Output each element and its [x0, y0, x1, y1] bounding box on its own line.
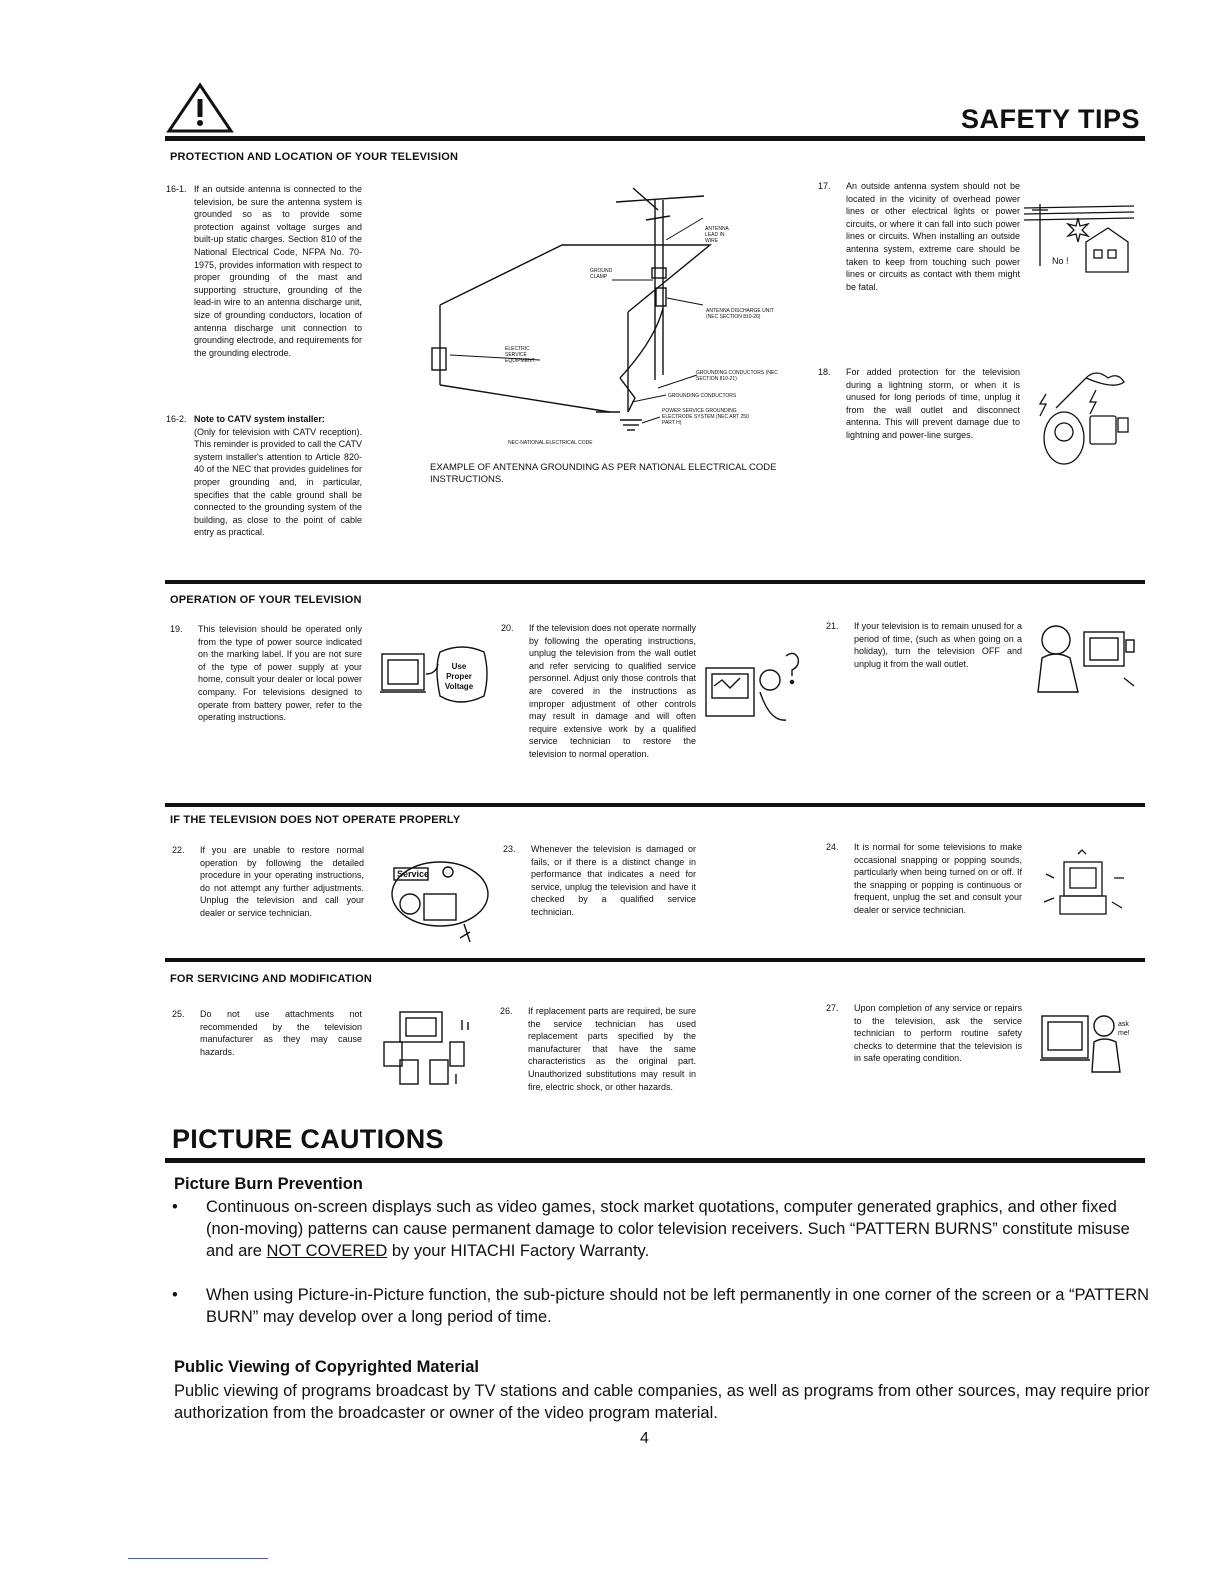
section-heading-servicing: FOR SERVICING AND MODIFICATION: [170, 973, 372, 985]
item-number: 19.: [170, 624, 183, 634]
title-rule: [165, 136, 1145, 141]
label-electric-service: ELECTRIC SERVICE EQUIPMENT: [505, 346, 535, 364]
label-nec: NEC-NATIONAL ELECTRICAL CODE: [508, 440, 593, 446]
public-viewing-text: Public viewing of programs broadcast by TV stations and cable companies, as well as programs from other sources, may require prior authorization from the broadcaster or owner of the video program material.: [174, 1382, 1150, 1422]
item-number: 27.: [826, 1003, 839, 1013]
label-grounding-conductors-nec: GROUNDING CONDUCTORS (NEC SECTION 810-21): [696, 370, 778, 382]
item-17: [818, 180, 1020, 293]
item-number: 16-1.: [166, 184, 187, 194]
service-call-illustration: [384, 854, 494, 944]
not-covered-text: NOT COVERED: [266, 1242, 388, 1260]
item-text: If an outside antenna is connected to the television, be sure the antenna system is grounded so as to provide some protection against voltage surges and built-up static charges. Section 810 of the National Electrical Code, NFPA No. 70-1975, provides information with respect to proper grounding of the mast and supporting structure, grounding of the lead-in wire to an antenna discharge unit, size of grounding conductors, location of antenna discharge unit connection to grounding electrode, and requirements for the grounding electrode.: [194, 184, 362, 358]
technician-check-illustration: [1038, 1008, 1138, 1078]
footer-link-line: [128, 1558, 268, 1559]
item-text: This television should be operated only from the type of power source indicated on the marking label. If you are not sure of the type of power supply at your home, consult your dealer or local power company. For televisions designed to operate from battery power, refer to the operating instructions.: [198, 624, 362, 723]
item-text: If replacement parts are required, be sure the service technician has used replacement parts specified by the manufacturer that have the same characteristics as the original part. Unauthorized substitutions may result in fire, electric shock, or other hazards.: [528, 1006, 696, 1092]
warning-triangle-icon: [166, 82, 234, 134]
item-16-1: [166, 183, 362, 359]
item-text: If your television is to remain unused for a period of time, (such as when going on a holiday), turn the television OFF and unplug it from the wall outlet.: [854, 621, 1022, 669]
label-power-service: POWER SERVICE GROUNDING ELECTRODE SYSTEM (NEC ART 250 PART H): [662, 408, 749, 426]
section-heading-protection: PROTECTION AND LOCATION OF YOUR TELEVISION: [170, 151, 459, 163]
label-ground-clamp: GROUND CLAMP: [590, 268, 613, 280]
tv-technician-illustration: [700, 650, 804, 726]
item-text: It is normal for some televisions to make occasional snapping or popping sounds, particularly when being turned on or off. If the snapping or popping is continuous or frequent, unplug the set and consult your dealer or service technician.: [854, 842, 1022, 915]
burn-bullet-1: [206, 1196, 1150, 1262]
item-19: [170, 623, 362, 724]
item-23: [503, 843, 696, 919]
burn-bullet-1-text-b: by your HITACHI Factory Warranty.: [387, 1242, 650, 1260]
section-heading-not-operate: IF THE TELEVISION DOES NOT OPERATE PROPERLY: [170, 814, 461, 826]
label-grounding-conductors: GROUNDING CONDUCTORS: [668, 393, 737, 399]
item-text: Do not use attachments not recommended by the television manufacturer as they may cause hazards.: [200, 1009, 362, 1057]
item-number: 20.: [501, 623, 514, 633]
item-16-2: [166, 413, 362, 539]
service-label: Service: [397, 869, 430, 879]
item-title: Note to CATV system installer:: [194, 414, 325, 424]
item-number: 25.: [172, 1009, 185, 1019]
item-25: [172, 1008, 362, 1058]
tv-popping-illustration: [1038, 850, 1130, 920]
picture-cautions-rule: [165, 1158, 1145, 1163]
page-number: 4: [640, 1430, 649, 1447]
item-number: 24.: [826, 842, 839, 852]
label-lead-in: ANTENNA LEAD IN WIRE: [705, 226, 729, 244]
item-number: 18.: [818, 367, 831, 377]
item-26: [500, 1005, 696, 1093]
section-rule-not-operate: [165, 958, 1145, 962]
item-text: If the television does not operate normally by following the operating instructions, unplug the television from the wall outlet and refer servicing to qualified service personnel. Adjust only those controls that are covered in the instructions as improper adjustment of other controls may result in damage and will often require extensive work by a qualified service technician to restore the television to normal operation.: [529, 623, 696, 759]
section-rule-protection: [165, 580, 1145, 584]
person-unplug-illustration: [1028, 618, 1138, 698]
burn-prevention-heading: Picture Burn Prevention: [174, 1175, 363, 1193]
no-label: No !: [1052, 256, 1069, 266]
bullet-2-marker: •: [172, 1286, 178, 1304]
item-20: [501, 622, 696, 761]
item-27: [826, 1002, 1022, 1065]
item-24: [826, 841, 1022, 917]
burn-bullet-1-text-a: Continuous on-screen displays such as video games, stock market quotations, computer generated graphics, and other fixed (non-moving) patterns can cause permanent damage to color television receivers. Such “PATTERN BURNS” constitute misuse and are: [206, 1198, 1130, 1260]
picture-cautions-title: PICTURE CAUTIONS: [172, 1124, 444, 1154]
item-number: 26.: [500, 1006, 513, 1016]
item-text: If you are unable to restore normal operation by following the detailed procedure in your operating instructions, do not attempt any further adjustments. Unplug the television and call your dealer or service technician.: [200, 845, 364, 918]
public-viewing-heading: Public Viewing of Copyrighted Material: [174, 1358, 479, 1376]
item-text: (Only for television with CATV reception). This reminder is provided to call the CATV system installer's attention to Article 820-40 of the NEC that provides guidelines for proper grounding and, in particular, specifies that the cable ground shall be connected to the grounding system of the building, as close to the point of cable entry as practical.: [194, 426, 362, 538]
use-proper-voltage-label: Use Proper Voltage: [444, 662, 474, 691]
label-discharge-unit: ANTENNA DISCHARGE UNIT (NEC SECTION 810-20): [706, 308, 774, 320]
bullet-1-marker: •: [172, 1198, 178, 1216]
item-text: Whenever the television is damaged or fails, or if there is a distinct change in performance that indicates a need for service, unplug the television and have it checked by a qualified service technician.: [531, 844, 696, 917]
burn-bullet-2: When using Picture-in-Picture function, the sub-picture should not be left permanently in one corner of the screen or a “PATTERN BURN” may develop over a long period of time.: [206, 1286, 1150, 1326]
power-lines-illustration: [1024, 200, 1136, 276]
item-number: 16-2.: [166, 414, 187, 424]
item-22: [172, 844, 364, 920]
section-heading-operation: OPERATION OF YOUR TELEVISION: [170, 594, 362, 606]
attachments-illustration: [378, 1008, 488, 1088]
diagram-caption: EXAMPLE OF ANTENNA GROUNDING AS PER NATIONAL ELECTRICAL CODE INSTRUCTIONS.: [430, 462, 777, 485]
item-18: [818, 366, 1020, 442]
item-number: 21.: [826, 621, 839, 631]
section-rule-operation: [165, 803, 1145, 807]
item-number: 23.: [503, 844, 516, 854]
item-21: [826, 620, 1022, 670]
page-title: SAFETY TIPS: [960, 104, 1140, 134]
item-text: Upon completion of any service or repairs to the television, ask the service technician to perform routine safety checks to determine that the television is in safe operating condition.: [854, 1003, 1022, 1064]
item-text: An outside antenna system should not be located in the vicinity of overhead power lines or other electrical lights or power circuits, or where it can fall into such power lines or circuits. When installing an outside antenna system, extreme care should be taken to keep from touching such power lines or circuits as contact with them might be fatal.: [846, 181, 1020, 292]
item-number: 22.: [172, 845, 185, 855]
lightning-unplug-illustration: [1026, 368, 1132, 468]
item-text: For added protection for the television during a lightning storm, or when it is unused for long periods of time, unplug it from the wall outlet and disconnect antenna. This will prevent damage due to lightning and power-line surges.: [846, 367, 1020, 440]
ask-me-label: ask me!: [1118, 1021, 1130, 1037]
item-number: 17.: [818, 181, 831, 191]
